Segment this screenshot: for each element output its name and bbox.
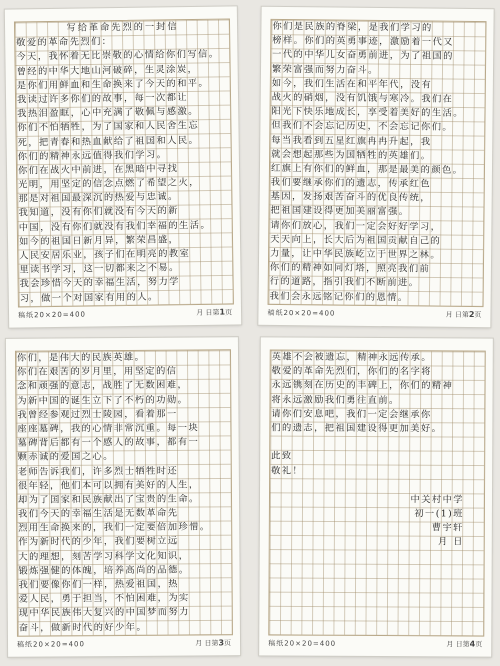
page-date-label: 月 日第2页 [445, 309, 482, 320]
text-line: 把祖国建设得更加美丽富强。 [270, 205, 410, 218]
grid-area [14, 18, 234, 307]
text-line: 敬爱的革命先烈们： [16, 36, 113, 49]
text-line: 行的道路，指引我们不断前进。 [269, 276, 420, 289]
text-line: 锻炼强健的体魄，培养高尚的品德。 [18, 564, 190, 577]
text-lines [269, 350, 484, 635]
text-line: 如今的祖国日新月异，繁荣昌盛， [18, 234, 180, 248]
text-line: 就会想起那些为国牺牲的英雄们。 [271, 148, 432, 162]
grid-area [268, 349, 485, 636]
text-line: 作为新时代的少年，我们要树立远 [18, 536, 179, 549]
text-line: 我会珍惜今天的幸福生活，努力学 [19, 276, 181, 290]
text-line: 我们要继承你们的遗志，传承红色 [270, 176, 432, 190]
text-line: 你们在战火中前进，在黑暗中寻找 [17, 163, 179, 177]
manuscript-page-2 [258, 7, 493, 327]
text-line [270, 478, 484, 493]
signature-school: 中关村中学 [410, 494, 465, 506]
text-line: 我知道，没有你们就没有今天的新 [18, 205, 180, 219]
text-line: 请你们安息吧，我们一定会继承你 [271, 408, 432, 421]
text-line: 光明，用坚定的信念点燃了希望之火， [18, 176, 200, 191]
paper-spec: 稿纸20×20=400 [17, 640, 85, 649]
text-line: 人民安居乐业，孩子们在明亮的教室 [19, 248, 191, 262]
page-number: 1 [219, 307, 226, 317]
closing-regards: 敬礼！ [271, 464, 304, 477]
page-footer [268, 637, 482, 650]
text-line: 榜样。你们的英勇事迹，激励着一代又 [272, 35, 455, 48]
text-line: 你们在艰苦的岁月里，用坚定的信 [17, 365, 178, 378]
text-line: 中国，没有你们就没有我们幸福的生活。 [18, 219, 212, 234]
text-lines [15, 20, 233, 307]
text-line: 请你们放心，我们一定会好好学习， [270, 219, 442, 233]
text-lines [269, 20, 486, 306]
text-line: 战火的硝烟，没有饥饿与寒冷。我们在 [271, 91, 454, 105]
text-line: 烈用生命换来的，我们一定要倍加珍惜。 [18, 521, 211, 534]
paper-spec: 稿纸20×20=400 [267, 308, 336, 318]
text-line: 那是对祖国最深沉的热爱与忠诚。 [18, 191, 179, 205]
text-line: 大的理想，刻苦学习科学文化知识， [18, 550, 190, 563]
manuscript-page-4 [259, 337, 493, 656]
text-line: 习，做一个对国家有用的人。 [19, 291, 159, 305]
text-line: 我曾经参观过烈士陵园，看着那一 [17, 408, 178, 421]
text-line: 死，把青春和热血献给了祖国和人民。 [17, 134, 200, 148]
page-date-label: 月 日第1页 [196, 307, 233, 317]
text-line: 你们的精神如同灯塔，照亮我们前 [269, 262, 431, 275]
text-line: 们的遗志，把祖国建设得更加美好。 [271, 422, 443, 435]
text-lines [16, 350, 232, 635]
text-line: 我们要像你们一样，热爱祖国，热 [18, 578, 179, 591]
date-text: 月 日第 [446, 640, 470, 649]
text-line: 今天，我怀着无比崇敬的心情给你们写信。 [16, 49, 220, 63]
text-line: 念和顽强的意志，战胜了无数困难， [17, 379, 189, 393]
text-line: 墓碑背后都有一个感人的故事，都有一 [17, 436, 200, 449]
text-line: 你们不怕牺牲，为了国家和人民舍生忘 [17, 120, 200, 134]
grid-area [268, 19, 487, 307]
manuscript-page-1 [5, 6, 241, 327]
text-line: 我读过许多你们的故事，每一次都让 [16, 92, 189, 106]
text-line: 但我们不会忘记历史，不会忘记你们。 [271, 120, 454, 134]
text-line: 座座墓碑，我的心情非常沉重。每一块 [17, 422, 200, 435]
paper-spec: 稿纸20×20=400 [268, 639, 337, 648]
text-line: 基因，发扬艰苦奋斗的优良传统， [270, 191, 432, 204]
page-footer [267, 307, 481, 321]
text-line: 曾经的中华大地山河破碎，生灵涂炭， [16, 63, 199, 78]
text-line: 力量，让中华民族屹立于世界之林。 [270, 247, 442, 261]
manuscript-page-3 [6, 337, 240, 657]
text-line: 你们是民族的脊梁，是我们学习的 [272, 20, 433, 34]
text-line: 天天向上，长大后为祖国贡献自己的 [270, 233, 442, 247]
page-number: 3 [218, 638, 225, 648]
text-line: 却为了国家和民族献出了宝贵的生命。 [17, 493, 200, 506]
signature-date: 月 日 [437, 536, 464, 548]
page-date-label: 月 日第3页 [195, 638, 232, 648]
text-line: 里读书学习，这一切都来之不易。 [19, 262, 180, 276]
text-line [270, 436, 484, 451]
text-line: 将永远激励我们勇往直前。 [271, 394, 400, 406]
page-number: 2 [468, 309, 475, 320]
text-line: 如今，我们生活在和平年代，没有 [271, 77, 433, 91]
text-line: 现中华民族伟大复兴的中国梦而努力 [18, 606, 190, 620]
text-line: 阳光下快乐地成长，享受着美好的生活。 [271, 106, 464, 120]
text-line: 我们今天的幸福生活是无数革命先 [18, 507, 179, 520]
text-line: 英雄不会被遗忘，精神永远传承。 [271, 351, 433, 364]
text-line: 很年轻，他们本可以拥有美好的人生， [17, 479, 200, 492]
text-line: 每当我看到五星红旗冉冉升起，我 [271, 134, 432, 148]
text-line: 我们会永远铭记你们的恩情。 [269, 290, 409, 303]
page-number: 4 [469, 639, 476, 649]
closing-salutation: 此致 [271, 450, 293, 462]
paper-spec: 稿纸20×20=400 [18, 310, 87, 320]
date-text: 月 日第 [195, 639, 219, 648]
text-line: 爱人民，勇于担当，不怕困难，为实 [18, 592, 190, 605]
page-footer [17, 637, 231, 650]
date-text: 月 日第 [196, 308, 220, 317]
text-line: 一代的中华儿女奋勇前进，为了祖国的 [272, 49, 454, 63]
text-line: 老师告诉我们，许多烈士牺牲时还 [17, 465, 179, 478]
text-line: 敬爱的革命先烈们，你们的名字将 [271, 365, 432, 378]
text-line: 颗赤诚的爱国之心。 [17, 451, 114, 464]
text-line: 奋斗，做新时代的好少年。 [18, 621, 148, 634]
text-line: 为新中国的诞生立下了不朽的功勋。 [17, 394, 189, 407]
text-line: 红旗上有你们的鲜血，那是最美的颜色。 [270, 162, 464, 176]
text-line: 你们的精神永远值得我们学习。 [17, 149, 168, 163]
page-date-label: 月 日第4页 [446, 639, 483, 649]
letter-title: 写给革命先烈的一封信 [66, 21, 179, 34]
text-line: 你们，是伟大的民族英雄。 [16, 351, 146, 364]
date-text: 月 日第 [445, 310, 469, 319]
grid-area [15, 349, 233, 637]
text-line: 繁荣富强而努力奋斗。 [271, 63, 379, 76]
signature-name: 曹宇轩 [431, 522, 464, 534]
signature-class: 初一(1)班 [414, 508, 464, 520]
text-line: 是你们用鲜血和生命换来了今天的和平。 [16, 77, 210, 92]
page-footer [18, 306, 232, 321]
text-line: 永远镌刻在历史的丰碑上，你们的精神 [271, 379, 454, 392]
text-line: 我热泪盈眶，心中充满了敬佩与感激。 [17, 106, 199, 120]
